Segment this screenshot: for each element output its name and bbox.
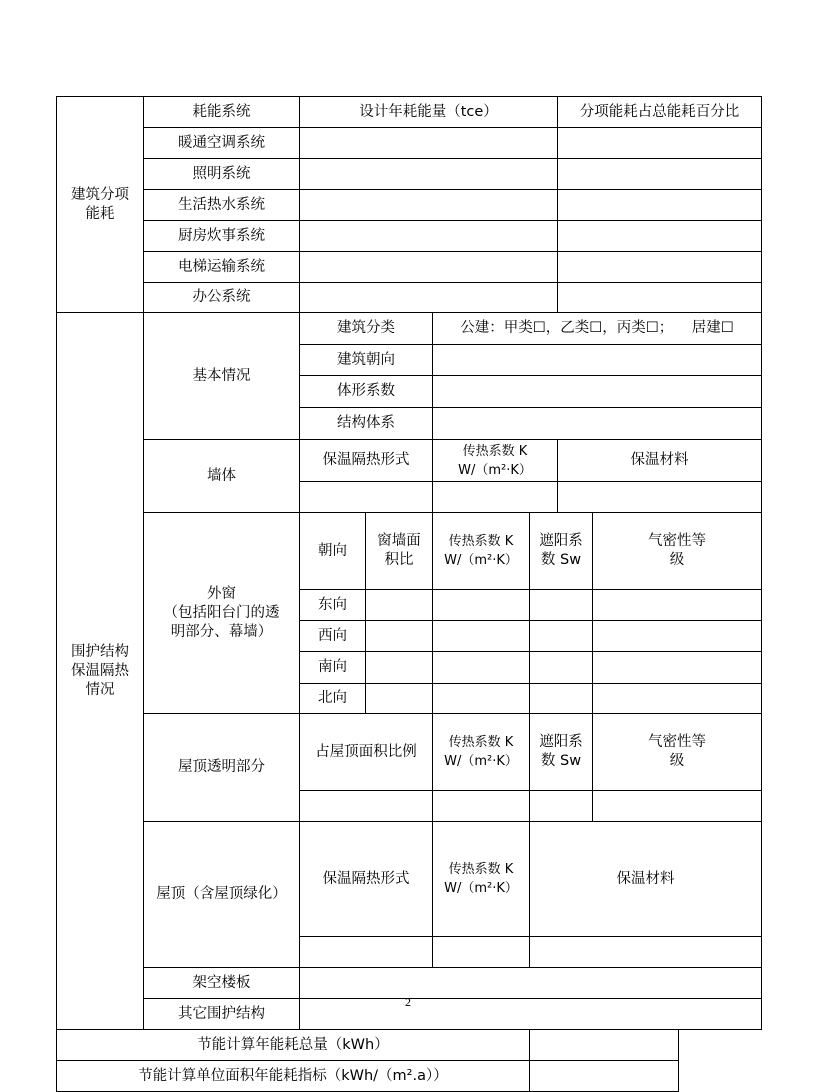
window-header-airtightness: 气密性等 级 <box>593 513 762 590</box>
orientation-input[interactable] <box>433 345 762 376</box>
shape-coefficient-input[interactable] <box>433 376 762 408</box>
energy-system-hot-water: 生活热水系统 <box>144 190 300 221</box>
window-header-ratio: 窗墙面 积比 <box>366 513 433 590</box>
energy-design-input[interactable] <box>300 252 558 283</box>
energy-system-kitchen: 厨房炊事系统 <box>144 221 300 252</box>
window-cell[interactable] <box>366 652 433 684</box>
roof-cell[interactable] <box>433 937 530 968</box>
window-cell[interactable] <box>530 652 593 684</box>
roof-transparent-header-airtightness: 气密性等 级 <box>593 714 762 791</box>
roof-cell[interactable] <box>300 937 433 968</box>
envelope-section-label: 围护结构 保温隔热 情况 <box>57 313 144 1030</box>
overhead-floor-input[interactable] <box>300 968 762 999</box>
roof-transparent-header-k: 传热系数 K W/（m²·K） <box>433 714 530 791</box>
roof-transparent-header-shading: 遮阳系 数 Sw <box>530 714 593 791</box>
basic-category-label: 建筑分类 <box>300 313 433 345</box>
window-cell[interactable] <box>530 621 593 652</box>
roof-transparent-cell[interactable] <box>300 791 433 822</box>
roof-transparent-cell[interactable] <box>593 791 762 822</box>
window-cell[interactable] <box>593 621 762 652</box>
energy-form-table <box>56 96 762 1092</box>
wall-insulation-input[interactable] <box>300 482 433 513</box>
roof-transparent-cell[interactable] <box>433 791 530 822</box>
energy-system-office: 办公系统 <box>144 283 300 313</box>
other-envelope-label: 其它围护结构 <box>144 999 300 1030</box>
window-cell[interactable] <box>366 590 433 621</box>
window-cell[interactable] <box>366 684 433 714</box>
energy-design-input[interactable] <box>300 221 558 252</box>
energy-header-design: 设计年耗能量（tce） <box>300 97 558 128</box>
total-energy-label: 节能计算年能耗总量（kWh） <box>57 1030 530 1061</box>
wall-k-input[interactable] <box>433 482 558 513</box>
energy-design-input[interactable] <box>300 190 558 221</box>
per-area-energy-label: 节能计算单位面积年能耗指标（kWh/（m².a）） <box>57 1061 530 1092</box>
wall-label: 墙体 <box>144 440 300 513</box>
window-orientation-south: 南向 <box>300 652 366 684</box>
wall-material-input[interactable] <box>558 482 762 513</box>
energy-design-input[interactable] <box>300 159 558 190</box>
building-category-options[interactable]: 公建：甲类☐，乙类☐，丙类☐； 居建☐ <box>433 313 762 345</box>
window-cell[interactable] <box>530 590 593 621</box>
window-orientation-east: 东向 <box>300 590 366 621</box>
energy-percent-input[interactable] <box>558 159 762 190</box>
energy-percent-input[interactable] <box>558 252 762 283</box>
overhead-floor-label: 架空楼板 <box>144 968 300 999</box>
wall-header-k: 传热系数 K W/（m²·K） <box>433 440 558 482</box>
per-area-energy-input[interactable] <box>530 1061 679 1092</box>
basic-orientation-label: 建筑朝向 <box>300 345 433 376</box>
energy-percent-input[interactable] <box>558 190 762 221</box>
roof-transparent-header-ratio: 占屋顶面积比例 <box>300 714 433 791</box>
energy-design-input[interactable] <box>300 128 558 159</box>
window-cell[interactable] <box>593 684 762 714</box>
window-cell[interactable] <box>530 684 593 714</box>
window-cell[interactable] <box>433 590 530 621</box>
basic-shape-coefficient-label: 体形系数 <box>300 376 433 408</box>
roof-header-material: 保温材料 <box>530 822 762 937</box>
basic-structure-label: 结构体系 <box>300 408 433 440</box>
window-orientation-west: 西向 <box>300 621 366 652</box>
window-cell[interactable] <box>433 652 530 684</box>
energy-system-elevator: 电梯运输系统 <box>144 252 300 283</box>
energy-system-hvac: 暖通空调系统 <box>144 128 300 159</box>
window-cell[interactable] <box>366 621 433 652</box>
energy-percent-input[interactable] <box>558 221 762 252</box>
energy-section-label: 建筑分项 能耗 <box>57 97 144 313</box>
wall-header-material: 保温材料 <box>558 440 762 482</box>
page-number: 2 <box>405 995 411 1009</box>
energy-design-input[interactable] <box>300 283 558 313</box>
energy-percent-input[interactable] <box>558 283 762 313</box>
window-cell[interactable] <box>593 652 762 684</box>
window-header-shading: 遮阳系 数 Sw <box>530 513 593 590</box>
roof-transparent-label: 屋顶透明部分 <box>144 714 300 822</box>
basic-info-label: 基本情况 <box>144 313 300 440</box>
window-header-k: 传热系数 K W/（m²·K） <box>433 513 530 590</box>
wall-header-insulation: 保温隔热形式 <box>300 440 433 482</box>
roof-label: 屋顶（含屋顶绿化） <box>144 822 300 968</box>
window-label: 外窗 （包括阳台门的透 明部分、幕墙） <box>144 513 300 714</box>
structure-input[interactable] <box>433 408 762 440</box>
window-orientation-north: 北向 <box>300 684 366 714</box>
energy-percent-input[interactable] <box>558 128 762 159</box>
window-cell[interactable] <box>593 590 762 621</box>
energy-header-system: 耗能系统 <box>144 97 300 128</box>
roof-header-k: 传热系数 K W/（m²·K） <box>433 822 530 937</box>
roof-header-insulation: 保温隔热形式 <box>300 822 433 937</box>
energy-system-lighting: 照明系统 <box>144 159 300 190</box>
window-header-orientation: 朝向 <box>300 513 366 590</box>
window-cell[interactable] <box>433 684 530 714</box>
window-cell[interactable] <box>433 621 530 652</box>
roof-cell[interactable] <box>530 937 762 968</box>
roof-transparent-cell[interactable] <box>530 791 593 822</box>
energy-header-percent: 分项能耗占总能耗百分比 <box>558 97 762 128</box>
